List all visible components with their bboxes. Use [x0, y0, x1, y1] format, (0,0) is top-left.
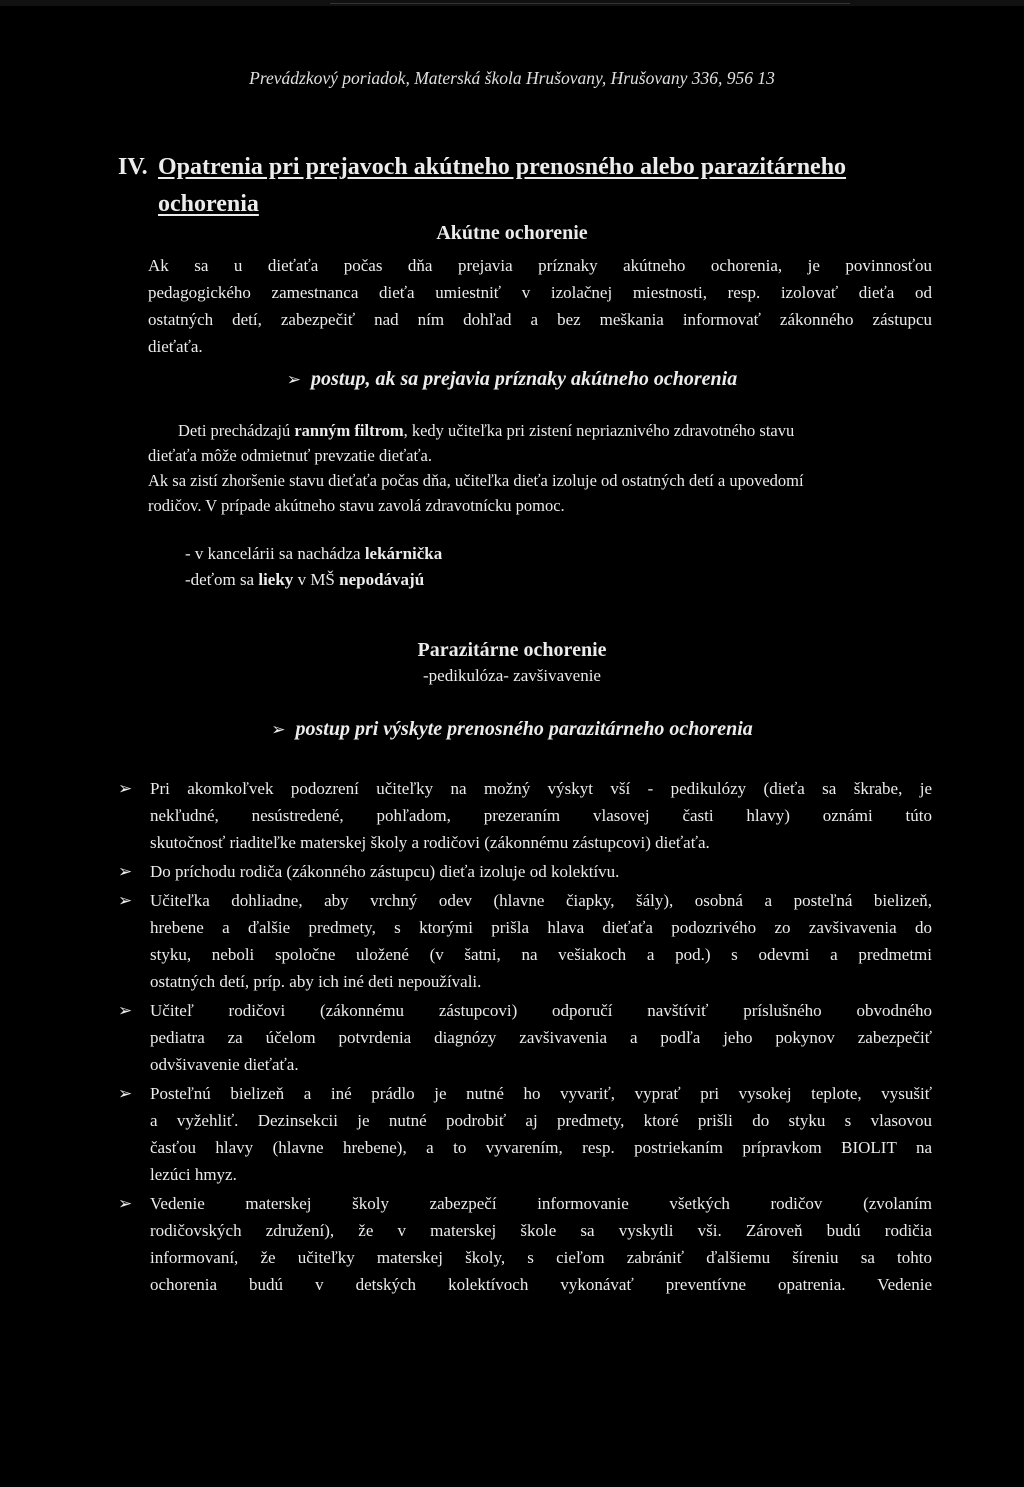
- acute-notes: [185, 541, 442, 593]
- list-item-line: a vyžehliť. Dezinsekcii je nutné podrobiť aj predmety, ktoré prišli do styku s vlasovou: [150, 1111, 932, 1130]
- arrow-bullet-icon: ➢: [286, 370, 302, 389]
- list-item-line: pediatra za účelom potvrdenia diagnózy zavšivavenia a podľa jeho pokynov zabezpečiť: [150, 1028, 932, 1047]
- list-item: [118, 1190, 932, 1298]
- parasitic-procedure-list: [118, 775, 932, 1300]
- filter-paragraph: [148, 418, 932, 518]
- list-item-line: ochorenia budú v detských kolektívoch vykonávať preventívne opatrenia. Vedenie: [150, 1275, 932, 1294]
- list-item-line: časťou hlavy (hlavne hrebene), a to vyvarením, resp. postriekaním prípravkom BIOLIT na: [150, 1138, 932, 1157]
- note-bold: nepodávajú: [339, 570, 425, 589]
- acute-para-line: Ak sa u dieťaťa počas dňa prejavia príznaky akútneho ochorenia, je povinnosťou: [148, 256, 932, 275]
- filter-text: , kedy učiteľka pri zistení nepriaznivého zdravotného stavu: [403, 421, 795, 440]
- note-first-aid: [185, 541, 442, 567]
- note-bold: lieky: [258, 570, 294, 589]
- section-heading: [118, 149, 930, 223]
- morning-filter-term: ranným filtrom: [294, 421, 404, 440]
- list-item-line: ostatných detí, príp. aby ich iné deti nepoužívali.: [150, 972, 482, 991]
- acute-paragraph: [148, 252, 932, 360]
- acute-heading: Akútne ochorenie: [436, 222, 588, 244]
- acute-para-line: dieťaťa.: [148, 337, 203, 356]
- list-item-line: Učiteľka dohliadne, aby vrchný odev (hlavne čiapky, šály), osobná a posteľná bielizeň,: [150, 891, 932, 910]
- list-item: [118, 887, 932, 995]
- parasitic-procedure-heading: [0, 718, 1024, 741]
- filter-text: Deti prechádzajú: [178, 421, 295, 440]
- arrow-bullet-icon: ➢: [118, 779, 133, 798]
- filter-line: dieťaťa môže odmietnuť prevzatie dieťaťa.: [148, 446, 432, 465]
- list-item: [118, 1080, 932, 1188]
- scan-top-edge: [0, 0, 1024, 6]
- parasitic-subheading: -pedikulóza- zavšivavenie: [423, 666, 601, 685]
- arrow-bullet-icon: ➢: [271, 720, 286, 739]
- list-item-line: Do príchodu rodiča (zákonného zástupcu) dieťa izoluje od kolektívu.: [150, 862, 620, 881]
- acute-para-line: pedagogického zamestnanca dieťa umiestniť v izolačnej miestnosti, resp. izolovať dieťa od: [148, 283, 932, 302]
- list-item-line: lezúci hmyz.: [150, 1165, 237, 1184]
- parasitic-procedure-text: postup pri výskyte prenosného parazitárneho ochorenia: [295, 718, 753, 740]
- list-item-line: Vedenie materskej školy zabezpečí informovanie všetkých rodičov (zvolaním: [150, 1194, 932, 1213]
- arrow-bullet-icon: ➢: [118, 1194, 133, 1213]
- acute-para-line: ostatných detí, zabezpečiť nad ním dohľad a bez meškania informovať zákonného zástupcu: [148, 310, 932, 329]
- arrow-bullet-icon: ➢: [118, 1001, 133, 1020]
- acute-procedure-heading: [0, 368, 1024, 391]
- list-item-line: Posteľnú bielizeň a iné prádlo je nutné ho vyvariť, vyprať pri vysokej teplote, vysušiť: [150, 1084, 932, 1103]
- worse-line: Ak sa zistí zhoršenie stavu dieťaťa počas dňa, učiteľka dieťa izoluje od ostatných detí a upovedomí: [148, 471, 804, 490]
- worse-line: rodičov. V prípade akútneho stavu zavolá zdravotnícku pomoc.: [148, 496, 565, 515]
- list-item-line: rodičovských združení), že v materskej škole sa vyskytli vši. Zároveň budú rodičia: [150, 1221, 932, 1240]
- arrow-bullet-icon: ➢: [118, 862, 133, 881]
- list-item: [118, 775, 932, 856]
- section-title-line2: ochorenia: [158, 191, 259, 217]
- arrow-bullet-icon: ➢: [118, 1084, 133, 1103]
- list-item-line: Učiteľ rodičovi (zákonnému zástupcovi) odporučí navštíviť príslušného obvodného: [150, 1001, 932, 1020]
- note-text: v MŠ: [293, 570, 340, 589]
- note-bold: lekárnička: [364, 544, 443, 563]
- section-number: IV.: [118, 154, 148, 180]
- list-item-line: hrebene a ďalšie predmety, s ktorými prišla hlava dieťaťa podozrivého zo zavšivavenia do: [150, 918, 932, 937]
- list-item-line: nekľudné, nesústredené, pohľadom, prezeraním vlasovej časti hlavy) oznámi túto: [150, 806, 932, 825]
- parasitic-heading: Parazitárne ochorenie: [417, 639, 607, 661]
- list-item: [118, 858, 932, 885]
- list-item-line: informovaní, že učiteľky materskej školy, s cieľom zabrániť ďalšiemu šíreniu sa tohto: [150, 1248, 932, 1267]
- filter-line: [148, 418, 932, 443]
- list-item-line: odvšivavenie dieťaťa.: [150, 1055, 299, 1074]
- note-medicines: [185, 567, 442, 593]
- section-title-line1: Opatrenia pri prejavoch akútneho prenosného alebo parazitárneho: [158, 154, 847, 180]
- list-item: [118, 997, 932, 1078]
- list-item-line: styku, neboli spoločne uložené (v šatni, na vešiakoch a pod.) s odevmi a predmetmi: [150, 945, 932, 964]
- arrow-bullet-icon: ➢: [118, 891, 133, 910]
- note-text: -deťom sa: [185, 570, 259, 589]
- note-text: - v kancelárii sa nachádza: [185, 544, 365, 563]
- list-item-line: skutočnosť riaditeľke materskej školy a rodičovi (zákonnému zástupcovi) dieťaťa.: [150, 833, 710, 852]
- page-header: Prevádzkový poriadok, Materská škola Hrušovany, Hrušovany 336, 956 13: [249, 68, 775, 88]
- list-item-line: Pri akomkoľvek podozrení učiteľky na možný výskyt vší - pedikulózy (dieťa sa škrabe, je: [150, 779, 932, 798]
- acute-procedure-text: postup, ak sa prejavia príznaky akútneho ochorenia: [311, 368, 738, 390]
